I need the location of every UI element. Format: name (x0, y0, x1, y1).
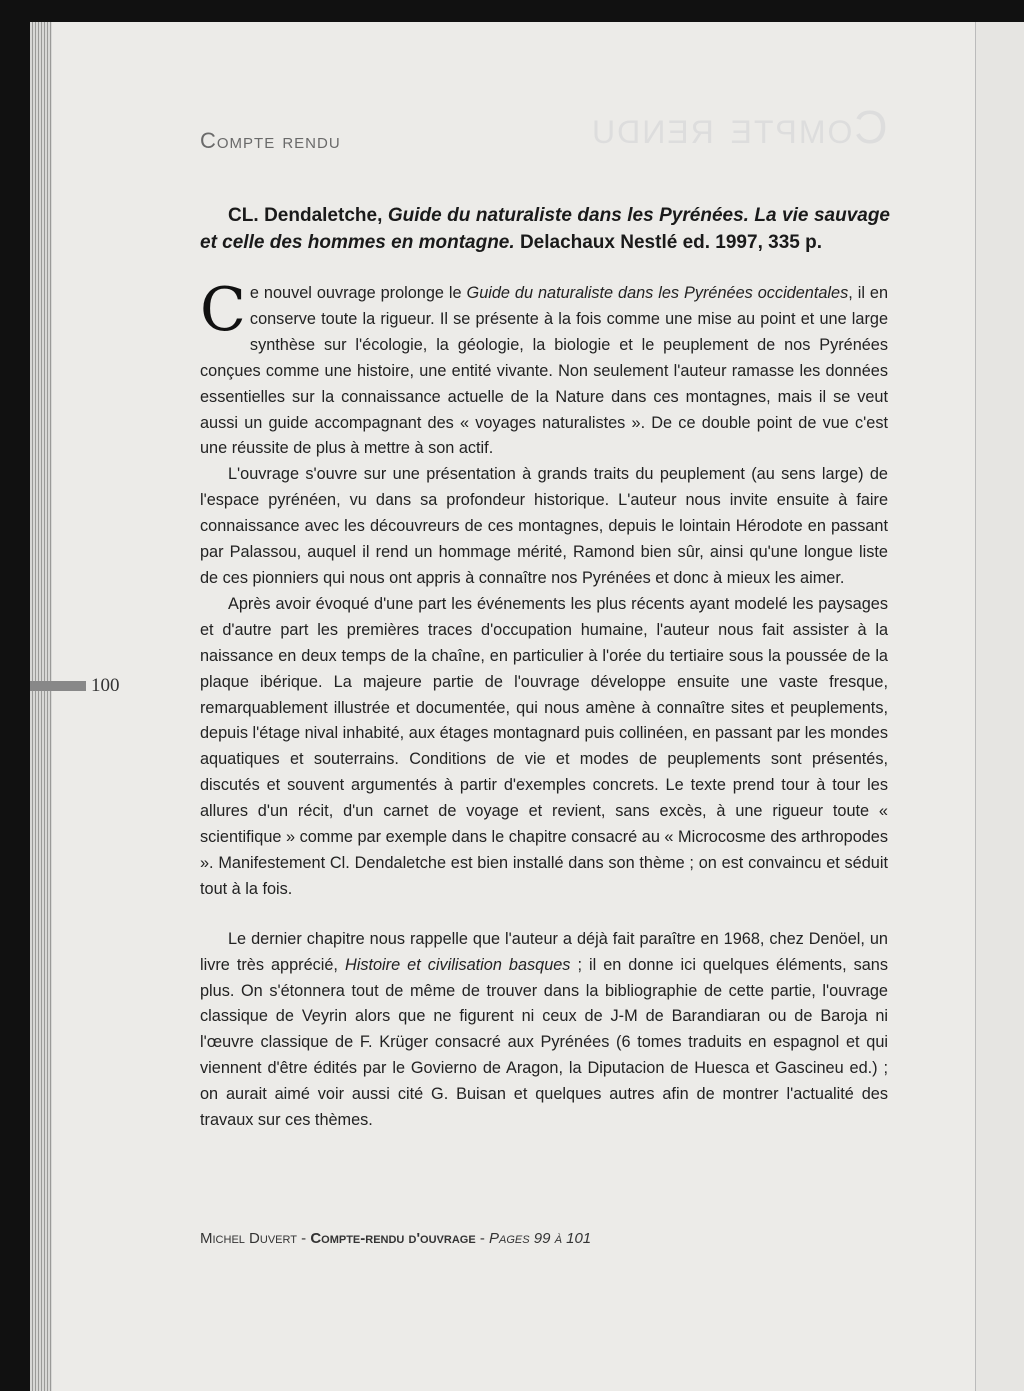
drop-cap: C (200, 275, 246, 345)
page-number-tab (30, 681, 86, 691)
paragraph-3: Après avoir évoqué d'une part les événements les plus récents ayant modelé les paysages et d'autre part les premières traces d'occupation humaine, l'auteur nous fait assister à la naissance en deux temps de la chaîne, en particulier à l'orée du tertiaire sous la poussée de la plaque ibérique. La majeure partie de l'ouvrage développe ensuite une vaste fresque, remarquablement illustrée et documentée, qui nous amène à connaître sites et peuplements, depuis l'étage nival inhabité, aux étages montagnard puis collinéen, en passant par les mondes aquatiques et souterrains. Conditions de vie et modes de peuplements sont présentés, discutés et souvent argumentés à partir d'exemples concrets. Le texte prend tour à tour les allures d'un récit, d'un carnet de voyage et revient, sans excès, à une rigueur toute « scientifique » comme par exemple dans le chapitre consacré au « Microcosme des arthropodes ». Manifestement Cl. Dendaletche est bien installé dans son thème ; on est convaincu et séduit tout à la fois. (200, 594, 888, 898)
footer-pages: Pages 99 à 101 (489, 1230, 592, 1247)
p4-text-a: Le dernier chapitre nous rappelle que l'auteur a déjà fait paraître en 1968, chez Denöel, un livre très apprécié, (200, 929, 888, 974)
facing-page-edge (975, 22, 1024, 1391)
p1-italic: Guide du naturaliste dans les Pyrénées occidentales (466, 284, 849, 302)
running-head: Compte rendu (200, 128, 341, 153)
p1-text-b: , il en conserve toute la rigueur. Il se présente à la fois comme une mise au point et une large synthèse sur l'écologie, la géologie, la biologie et le peuplement de nos Pyrénées conçues comme une histoire, une entité vivante. Non seulement l'auteur ramasse les données essentielles sur la connaissance actuelle de la Nature dans ces montagnes, mais il se veut aussi un guide accompagnant des « voyages naturalistes ». De ce double point de vue c'est une réussite de plus à mettre à son actif. (200, 284, 888, 458)
paragraph-4 (200, 927, 888, 1134)
review-body (200, 275, 888, 1134)
paragraph-2: L'ouvrage s'ouvre sur une présentation à grands traits du peuplement (au sens large) de l'espace pyrénéen, vu dans sa profondeur historique. L'auteur nous invite ensuite à faire connaissance avec les découvreurs de ces montagnes, depuis le lointain Hérodote en passant par Palassou, auquel il rend un hommage mérité, Ramond bien sûr, ainsi qu'une longue liste de ces pionniers qui nous ont appris à connaître nos Pyrénées et donc à mieux les aimer. (200, 465, 888, 587)
footer-section: Compte-rendu d'ouvrage (310, 1230, 476, 1247)
footer-author: Michel Duvert (200, 1230, 297, 1247)
p1-text-a: e nouvel ouvrage prolonge le (249, 284, 467, 302)
title-publisher: Delachaux Nestlé ed. 1997, 335 p. (519, 232, 822, 253)
show-through-text: Compte rendu (590, 101, 888, 153)
footer-separator: - (475, 1230, 490, 1247)
page-number: 100 (91, 675, 120, 696)
review-title (200, 202, 890, 256)
p4-italic: Histoire et civilisation basques (344, 955, 571, 974)
p4-text-b: ; il en donne ici quelques éléments, sans plus. On s'étonnera tout de même de trouver dans la bibliographie de cette partie, l'ouvrage classique de Veyrin alors que ne figurent ni ceux de J-M de Barandiaran ou de Baroja ni l'œuvre classique de F. Krüger consacré aux Pyrénées (6 tomes traduits en espagnol et qui viennent d'être édités par le Govierno de Aragon, la Diputacion de Huesca et Gascineu ed.) ; on aurait aimé voir aussi cité G. Buisan et quelques autres afin de montrer l'actualité des travaux sur ces thèmes. (200, 955, 888, 1130)
footer (200, 1230, 591, 1247)
title-author: CL. Dendaletche, (228, 205, 383, 226)
page-edges (30, 22, 52, 1391)
paragraph-1 (200, 275, 888, 462)
footer-separator: - (296, 1230, 311, 1247)
title-book: Guide du naturaliste dans les Pyrénées. La vie sauvage et celle des hommes en montagne. (200, 205, 890, 253)
